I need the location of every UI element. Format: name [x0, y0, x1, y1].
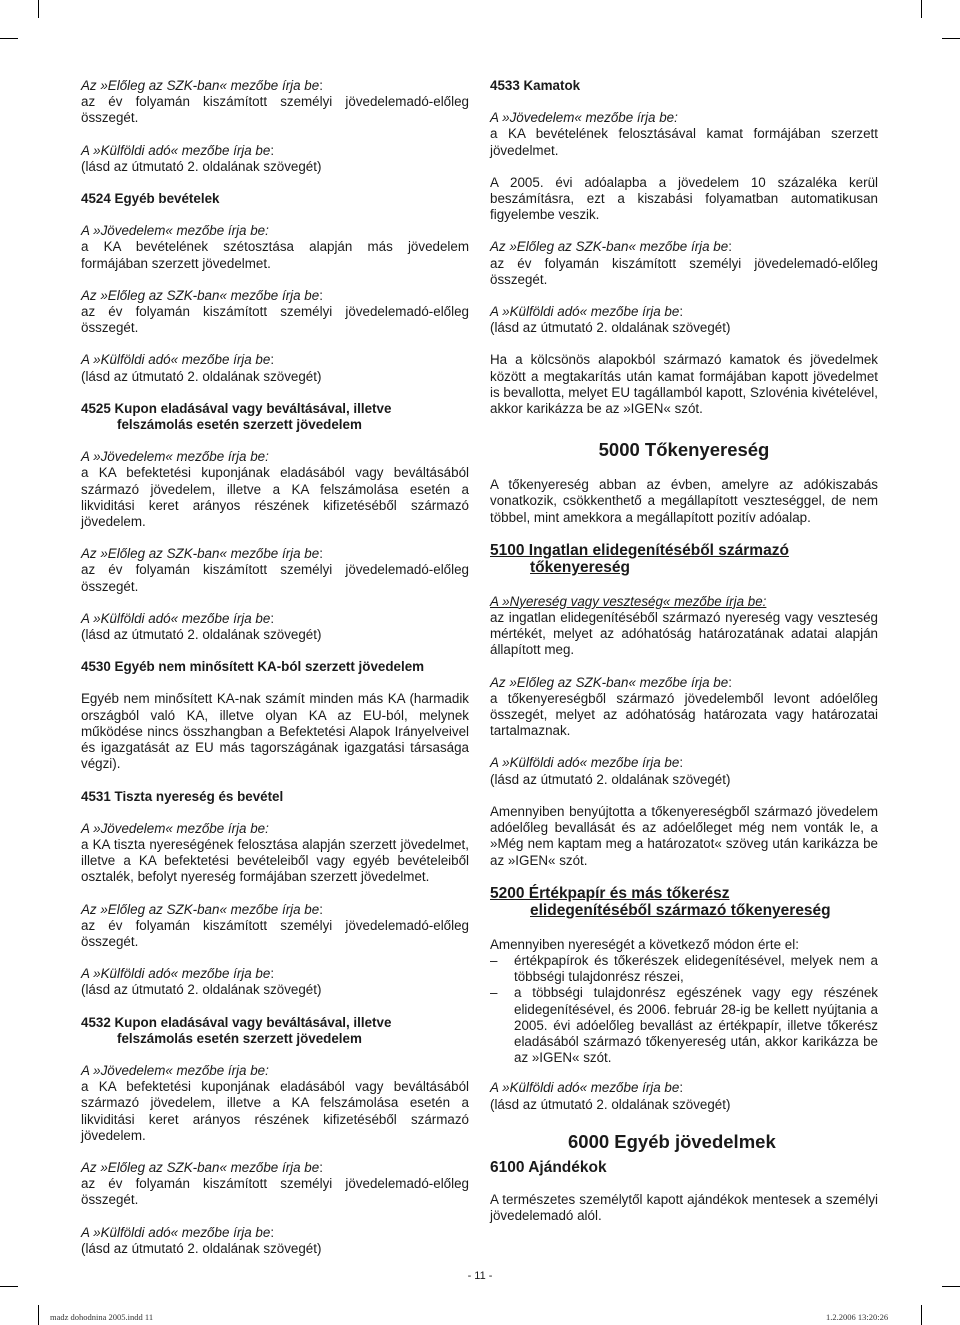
heading-4524: 4524 Egyéb bevételek: [81, 191, 220, 207]
jovedelem-block: [490, 110, 878, 159]
kulfoldi-block: [81, 143, 469, 175]
field-label: A »Jövedelem« mezőbe írja be:: [81, 1062, 269, 1078]
eloleg-block: [81, 902, 469, 951]
eloleg-block: [490, 675, 878, 740]
heading-5200: [490, 885, 878, 919]
colon: :: [270, 966, 275, 982]
heading-6100: 6100 Ajándékok: [490, 1158, 607, 1176]
field-label: A »Külföldi adó« mezőbe írja be: [81, 142, 271, 158]
colon: :: [270, 352, 275, 368]
eloleg-block: [81, 78, 469, 127]
field-label: A »Jövedelem« mezőbe írja be:: [81, 449, 269, 465]
block-text: (lásd az útmutató 2. oldalának szövegét): [490, 320, 731, 336]
footer-timestamp: 1.2.2006 13:20:26: [826, 1312, 889, 1322]
colon: :: [319, 546, 323, 562]
crop-mark: [942, 38, 960, 39]
kulfoldi-block: [81, 1225, 469, 1257]
left-column: [81, 78, 469, 1273]
heading-5000: 5000 Tőkenyereség: [598, 439, 770, 461]
heading-line: 5200 Értékpapír és más tőkerész: [490, 884, 730, 902]
heading-4531: 4531 Tiszta nyereség és bevétel: [81, 788, 284, 804]
block-text: (lásd az útmutató 2. oldalának szövegét): [81, 368, 322, 384]
paragraph-6100: A természetes személytől kapott ajándékok mentesek a személyi jövedelemadó alól.: [490, 1191, 878, 1223]
field-label: Az »Előleg az SZK-ban« mezőbe írja be: [81, 1159, 320, 1175]
eloleg-block: [81, 546, 469, 595]
heading-line: 4532 Kupon eladásával vagy beváltásával, illetve: [81, 1014, 392, 1030]
field-label: A »Külföldi adó« mezőbe írja be: [81, 352, 271, 368]
block-text: a KA befektetési kuponjának eladásából vagy beváltásából származó jövedelem, illetve a KA felszámolása esetén a likviditási keret arányos részének kifizetéséből származó jövedelem.: [81, 465, 469, 530]
kulfoldi-block: [81, 352, 469, 384]
crop-mark: [942, 1286, 960, 1287]
block-text: az év folyamán kiszámított személyi jövedelemadó-előleg összegét.: [81, 304, 469, 336]
crop-mark: [0, 38, 18, 39]
right-column: [490, 78, 878, 1224]
field-label: A »Jövedelem« mezőbe írja be:: [490, 110, 678, 126]
colon: :: [728, 239, 732, 255]
field-label: A »Külföldi adó« mezőbe írja be: [490, 755, 680, 771]
block-text: (lásd az útmutató 2. oldalának szövegét): [81, 627, 322, 643]
colon: :: [319, 78, 323, 93]
jovedelem-block: [81, 821, 469, 886]
block-text: az év folyamán kiszámított személyi jövedelemadó-előleg összegét.: [81, 562, 469, 594]
colon: :: [679, 304, 684, 320]
kulfoldi-block: [81, 611, 469, 643]
colon: :: [270, 142, 275, 158]
page-number: - 11 -: [467, 1270, 493, 1282]
field-label: A »Külföldi adó« mezőbe írja be: [81, 610, 271, 626]
paragraph-2005: A 2005. évi adóalapba a jövedelem 10 százaléka kerül beszámításra, ezt a kiszabási folyamatban automatikusan figyelembe veszik.: [490, 174, 878, 223]
block-text: (lásd az útmutató 2. oldalának szövegét): [81, 1240, 322, 1256]
field-label: A »Nyereség vagy veszteség« mezőbe írja be:: [490, 593, 767, 609]
block-text: a tőkenyereségből származó jövedelemből levont adóelőleg összegét, melyet az adóhatóság határozata vagy határozatai tartalmaznak.: [490, 690, 878, 739]
heading-4530: 4530 Egyéb nem minősített KA-ból szerzett jövedelem: [81, 659, 425, 675]
block-text: a KA befektetési kuponjának eladásából vagy beváltásából származó jövedelem, illetve a KA felszámolása esetén a likviditási keret arányos részének kifizetéséből származó jövedelem.: [81, 1079, 469, 1143]
field-label: Az »Előleg az SZK-ban« mezőbe írja be: [490, 239, 729, 255]
crop-mark: [38, 1305, 39, 1325]
list-item: – a többségi tulajdonrész egészének vagy egy részének elidegenítésével, és 2006. február 28-ig be kellett nyújtania a 2005. évi adóelőleg bevallást az értékpapír, illetve tőkerész eladásából származó tőkenyereség után, akkor karikázza be az »IGEN« szót.: [490, 985, 878, 1066]
kulfoldi-block: [490, 755, 878, 787]
block-text: a KA bevételének szétosztása alapján más jövedelem formájában szerzett jövedelmet.: [81, 239, 469, 271]
block-text: (lásd az útmutató 2. oldalának szövegét): [81, 158, 322, 174]
colon: :: [679, 755, 684, 771]
block-text: a KA tiszta nyereségének felosztása alapján szerzett jövedelmet, illetve a KA befektetési bevételeiből vagy egyéb bevételeiből osztalék, befolyt nyereség formájában szerzett jövedelmet.: [81, 836, 469, 885]
heading-4525: [81, 401, 469, 433]
paragraph-5000: A tőkenyereség abban az évben, amelyre az adókiszabás vonatkozik, csökkenthető a megállapított veszteséggel, de nem többel, mint amekkora a megállapított pozitív adóalap.: [490, 477, 878, 525]
dash-list: [490, 953, 878, 1066]
heading-line: 4525 Kupon eladásával vagy beváltásával, illetve: [81, 400, 392, 416]
field-label: Az »Előleg az SZK-ban« mezőbe írja be: [81, 287, 320, 303]
field-label: A »Jövedelem« mezőbe írja be:: [81, 223, 269, 239]
heading-line: felszámolás esetén szerzett jövedelem: [117, 1030, 362, 1046]
kulfoldi-block: [490, 1080, 878, 1112]
field-label: A »Külföldi adó« mezőbe írja be: [490, 304, 680, 320]
field-label: A »Jövedelem« mezőbe írja be:: [81, 820, 269, 836]
block-text: (lásd az útmutató 2. oldalának szövegét): [81, 982, 322, 998]
colon: :: [270, 1224, 275, 1240]
colon: :: [679, 1080, 684, 1096]
eloleg-block: [81, 1160, 469, 1209]
paragraph-4530: Egyéb nem minősített KA-nak számít minden más KA (harmadik országból való KA, illetve olyan KA az EU-ból, melynek működése nincs összhangban a Befektetési Alapok Irányelveivel és igazgatását az EU más tagországának igazgatási társasága végzi).: [81, 691, 469, 772]
crop-mark: [921, 0, 922, 18]
field-label: A »Külföldi adó« mezőbe írja be: [490, 1080, 680, 1096]
eloleg-block: [490, 239, 878, 288]
paragraph-kolcsonos: Ha a kölcsönös alapokból származó kamatok és jövedelmek között a megtakarítás után kamat formájában kapott jövedelmet is bevallotta, melyet EU tagállamból kapott, Szlovénia kivételével, akkor karikázza be az »IGEN« szót.: [490, 352, 878, 417]
crop-mark: [38, 0, 39, 18]
colon: :: [319, 1159, 323, 1175]
jovedelem-block: [81, 1063, 469, 1144]
colon: :: [728, 674, 732, 690]
block-text: a KA bevételének felosztásával kamat formájában szerzett jövedelmet.: [490, 126, 878, 158]
kulfoldi-block: [490, 304, 878, 336]
block-text: az év folyamán kiszámított személyi jövedelemadó-előleg összegét.: [81, 917, 469, 949]
block-text: az év folyamán kiszámított személyi jövedelemadó-előleg összegét.: [81, 1176, 469, 1208]
heading-5100: [490, 542, 878, 576]
block-text: az év folyamán kiszámított személyi jövedelemadó-előleg összegét.: [490, 255, 878, 287]
footer-file: madz dohodnina 2005.indd 11: [50, 1312, 154, 1322]
paragraph-5200: Amennyiben nyereségét a következő módon érte el:: [490, 936, 799, 952]
heading-4533: 4533 Kamatok: [490, 78, 581, 93]
heading-6000: 6000 Egyéb jövedelmek: [568, 1130, 776, 1152]
field-label: Az »Előleg az SZK-ban« mezőbe írja be: [490, 674, 729, 690]
heading-line: 5100 Ingatlan elidegenítéséből származó: [490, 541, 789, 559]
heading-line: tőkenyereség: [530, 558, 630, 576]
nyereseg-block: [490, 594, 878, 659]
eloleg-block: [81, 288, 469, 337]
field-label: A »Külföldi adó« mezőbe írja be: [81, 966, 271, 982]
colon: :: [319, 901, 323, 917]
crop-mark: [0, 1286, 18, 1287]
block-text: az év folyamán kiszámított személyi jövedelemadó-előleg összegét.: [81, 94, 469, 126]
field-label: Az »Előleg az SZK-ban« mezőbe írja be: [81, 78, 320, 93]
colon: :: [319, 287, 323, 303]
field-label: Az »Előleg az SZK-ban« mezőbe írja be: [81, 901, 320, 917]
kulfoldi-block: [81, 966, 469, 998]
jovedelem-block: [81, 223, 469, 272]
field-label: Az »Előleg az SZK-ban« mezőbe írja be: [81, 546, 320, 562]
colon: :: [270, 610, 275, 626]
block-text: az ingatlan elidegenítéséből származó nyereség vagy veszteség mértékét, melyet az adóhatóság határozatának adatai alapján állapított meg.: [490, 610, 878, 658]
paragraph-amennyiben: Amennyiben benyújtotta a tőkenyereségből származó jövedelem adóelőleg bevallását és az adóelőleget még nem vonták le, a »Még nem kaptam meg a határozatot« szöveg után karikázza be az »IGEN« szót.: [490, 803, 878, 868]
block-text: (lásd az útmutató 2. oldalának szövegét): [490, 1096, 731, 1112]
list-item: – értékpapírok és tőkerészek elidegenítésével, melyek nem a többségi tulajdonrész részei,: [490, 953, 878, 985]
block-text: (lásd az útmutató 2. oldalának szövegét): [490, 771, 731, 787]
heading-line: elidegenítéséből származó tőkenyereség: [530, 901, 831, 919]
crop-mark: [921, 1305, 922, 1325]
field-label: A »Külföldi adó« mezőbe írja be: [81, 1224, 271, 1240]
heading-4532: [81, 1015, 469, 1047]
jovedelem-block: [81, 449, 469, 530]
heading-line: felszámolás esetén szerzett jövedelem: [117, 417, 362, 433]
